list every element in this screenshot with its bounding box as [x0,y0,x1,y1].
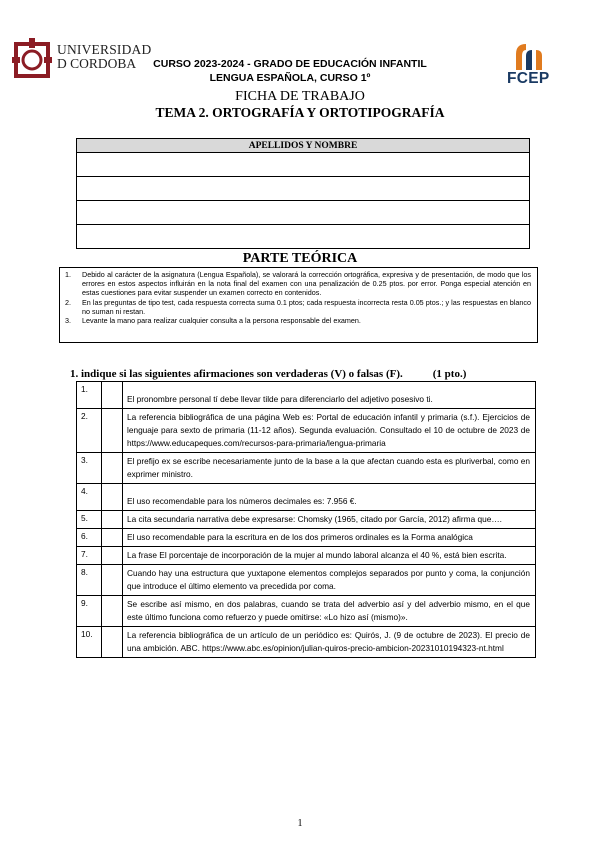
name-field-row[interactable] [77,201,530,225]
course-line-2: LENGUA ESPAÑOLA, CURSO 1º [209,72,371,84]
instructions-box [59,267,538,343]
answer-cell[interactable] [102,596,123,627]
table-row: 6. El uso recomendable para la escritura en de los dos primeros ordinales es la Forma analógica [77,529,536,547]
name-field-row[interactable] [77,153,530,177]
table-row: 4. El uso recomendable para los números decimales es: 7.956 €. [77,484,536,511]
name-table [76,138,530,249]
answer-cell[interactable] [102,453,123,484]
table-row: 1. El pronombre personal tí debe llevar tilde para diferenciarlo del adjetivo posesivo ti. [77,382,536,409]
table-row: 9. Se escribe así mismo, en dos palabras, cuando se trata del adverbio así y del adverbio mismo, en el que este último funciona como refuerzo y puede omitirse: «Lo hizo así (mismo)». [77,596,536,627]
answer-cell[interactable] [102,547,123,565]
answer-cell[interactable] [102,409,123,453]
table-row: 5. La cita secundaria narrativa debe expresarse: Chomsky (1965, citado por García, 2012) afirma que…. [77,511,536,529]
title-line-1: FICHA DE TRABAJO [235,89,365,104]
university-name: UNIVERSIDAD D CORDOBA [57,42,152,71]
section-title: PARTE TEÓRICA [242,251,358,266]
question-points: (1 pto.) [432,368,467,380]
name-table-header: APELLIDOS Y NOMBRE [77,139,530,153]
name-field-row[interactable] [77,225,530,249]
instruction-item: 1. Debido al carácter de la asignatura (Lengua Española), se valorará la corrección ortográfica, expresiva y de presentación, de modo que los errores en estos aspectos influirán en la nota final del examen con una penalización de 0.25 ptos. por error. Ponga especial atención en estas cuestiones para evitar suspender un examen correcto en contenidos. [65,270,531,298]
answer-cell[interactable] [102,627,123,658]
table-row: 8. Cuando hay una estructura que yuxtapone elementos complejos separados por punto y coma, la conjunción que introduce el último elemento va precedida por coma. [77,565,536,596]
title-line-2: TEMA 2. ORTOGRAFÍA Y ORTOTIPOGRAFÍA [155,105,445,120]
page-number: 1 [297,818,303,829]
fcep-logo-icon [512,42,546,70]
university-crest-logo [12,38,52,80]
table-row: 2. La referencia bibliográfica de una página Web es: Portal de educación infantil y primaria (s.f.). Ejercicios de lenguaje para sexto de primaria (11-12 años). Segunda evaluación. Consultado el 10 de octubre de 2023 de https://www.educapeques.com/recursos-para-primaria/lengua-primaria [77,409,536,453]
answer-cell[interactable] [102,484,123,511]
table-row: 7. La frase El porcentaje de incorporación de la mujer al mundo laboral alcanza el 40 %, está bien escrita. [77,547,536,565]
course-info [130,57,450,85]
answer-cell[interactable] [102,382,123,409]
answer-cell[interactable] [102,529,123,547]
document-title [130,89,470,121]
answer-cell[interactable] [102,511,123,529]
name-field-row[interactable] [77,177,530,201]
answer-cell[interactable] [102,565,123,596]
question-heading: 1. indique si las siguientes afirmaciones son verdaderas (V) o falsas (F). (1 pto.) [70,368,467,380]
table-row: 3. El prefijo ex se escribe necesariamente junto de la base a la que afectan cuando esta es pluriverbal, como en exprimer ministro. [77,453,536,484]
faculty-name: FCEP [507,70,550,87]
instruction-item: 3. Levante la mano para realizar cualquier consulta a la persona responsable del examen. [65,316,361,326]
instruction-item: 2. En las preguntas de tipo test, cada respuesta correcta suma 0.1 ptos; cada respuesta incorrecta resta 0.05 ptos.; y las respuestas en blanco no suman ni restan. [65,297,531,316]
questions-table [76,381,536,658]
course-line-1: CURSO 2023-2024 - GRADO DE EDUCACIÓN INFANTIL [153,58,427,70]
table-row: 10. La referencia bibliográfica de un artículo de un periódico es: Quirós, J. (9 de octubre de 2023). El precio de una ambición. ABC. https://www.abc.es/opinion/julian-quiros-precio-ambicion-20231010194323-nt.html [77,627,536,658]
